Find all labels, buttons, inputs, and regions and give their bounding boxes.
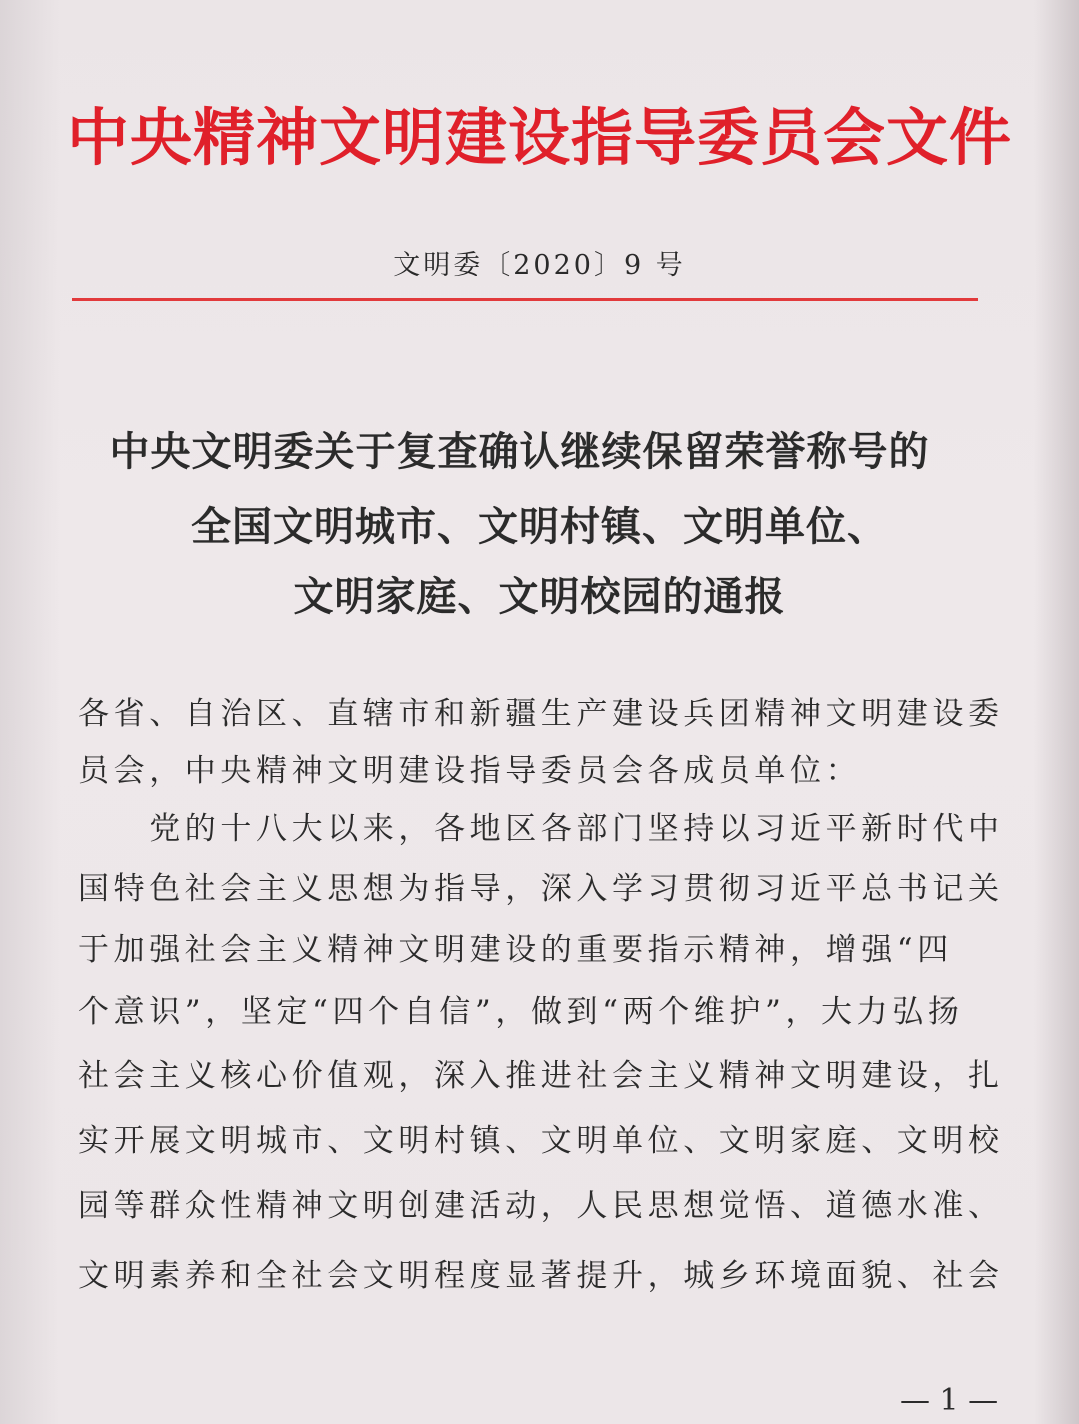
page-shadow-left: [0, 0, 60, 1424]
masthead-title: 中央精神文明建设指导委员会文件: [66, 101, 1012, 174]
body-line: 园等群众性精神文明创建活动，人民思想觉悟、道德水准、: [78, 1188, 1004, 1224]
body-line: 个意识”，坚定“四个自信”，做到“两个维护”，大力弘扬: [78, 994, 964, 1030]
body-line: 各省、自治区、直辖市和新疆生产建设兵团精神文明建设委: [78, 696, 1004, 732]
notice-title-line-1: 中央文明委关于复查确认继续保留荣誉称号的: [109, 429, 930, 475]
notice-title-line-3: 文明家庭、文明校园的通报: [293, 574, 786, 620]
body-line: 员会，中央精神文明建设指导委员会各成员单位：: [78, 753, 862, 789]
notice-title-line-2: 全国文明城市、文明村镇、文明单位、: [191, 504, 888, 550]
page-shadow-right: [1034, 0, 1079, 1424]
body-line: 实开展文明城市、文明村镇、文明单位、文明家庭、文明校: [78, 1123, 1004, 1159]
body-line: 党的十八大以来，各地区各部门坚持以习近平新时代中: [78, 811, 1004, 847]
document-number: 文明委〔2020〕9 号: [393, 250, 686, 281]
body-line: 社会主义核心价值观，深入推进社会主义精神文明建设，扎: [78, 1058, 1004, 1094]
red-divider-line: [72, 298, 978, 301]
body-line: 于加强社会主义精神文明建设的重要指示精神，增强“四: [78, 932, 953, 968]
body-line: 文明素养和全社会文明程度显著提升，城乡环境面貌、社会: [78, 1258, 1004, 1294]
page-number: — 1 —: [900, 1383, 999, 1418]
body-line: 国特色社会主义思想为指导，深入学习贯彻习近平总书记关: [78, 871, 1004, 907]
